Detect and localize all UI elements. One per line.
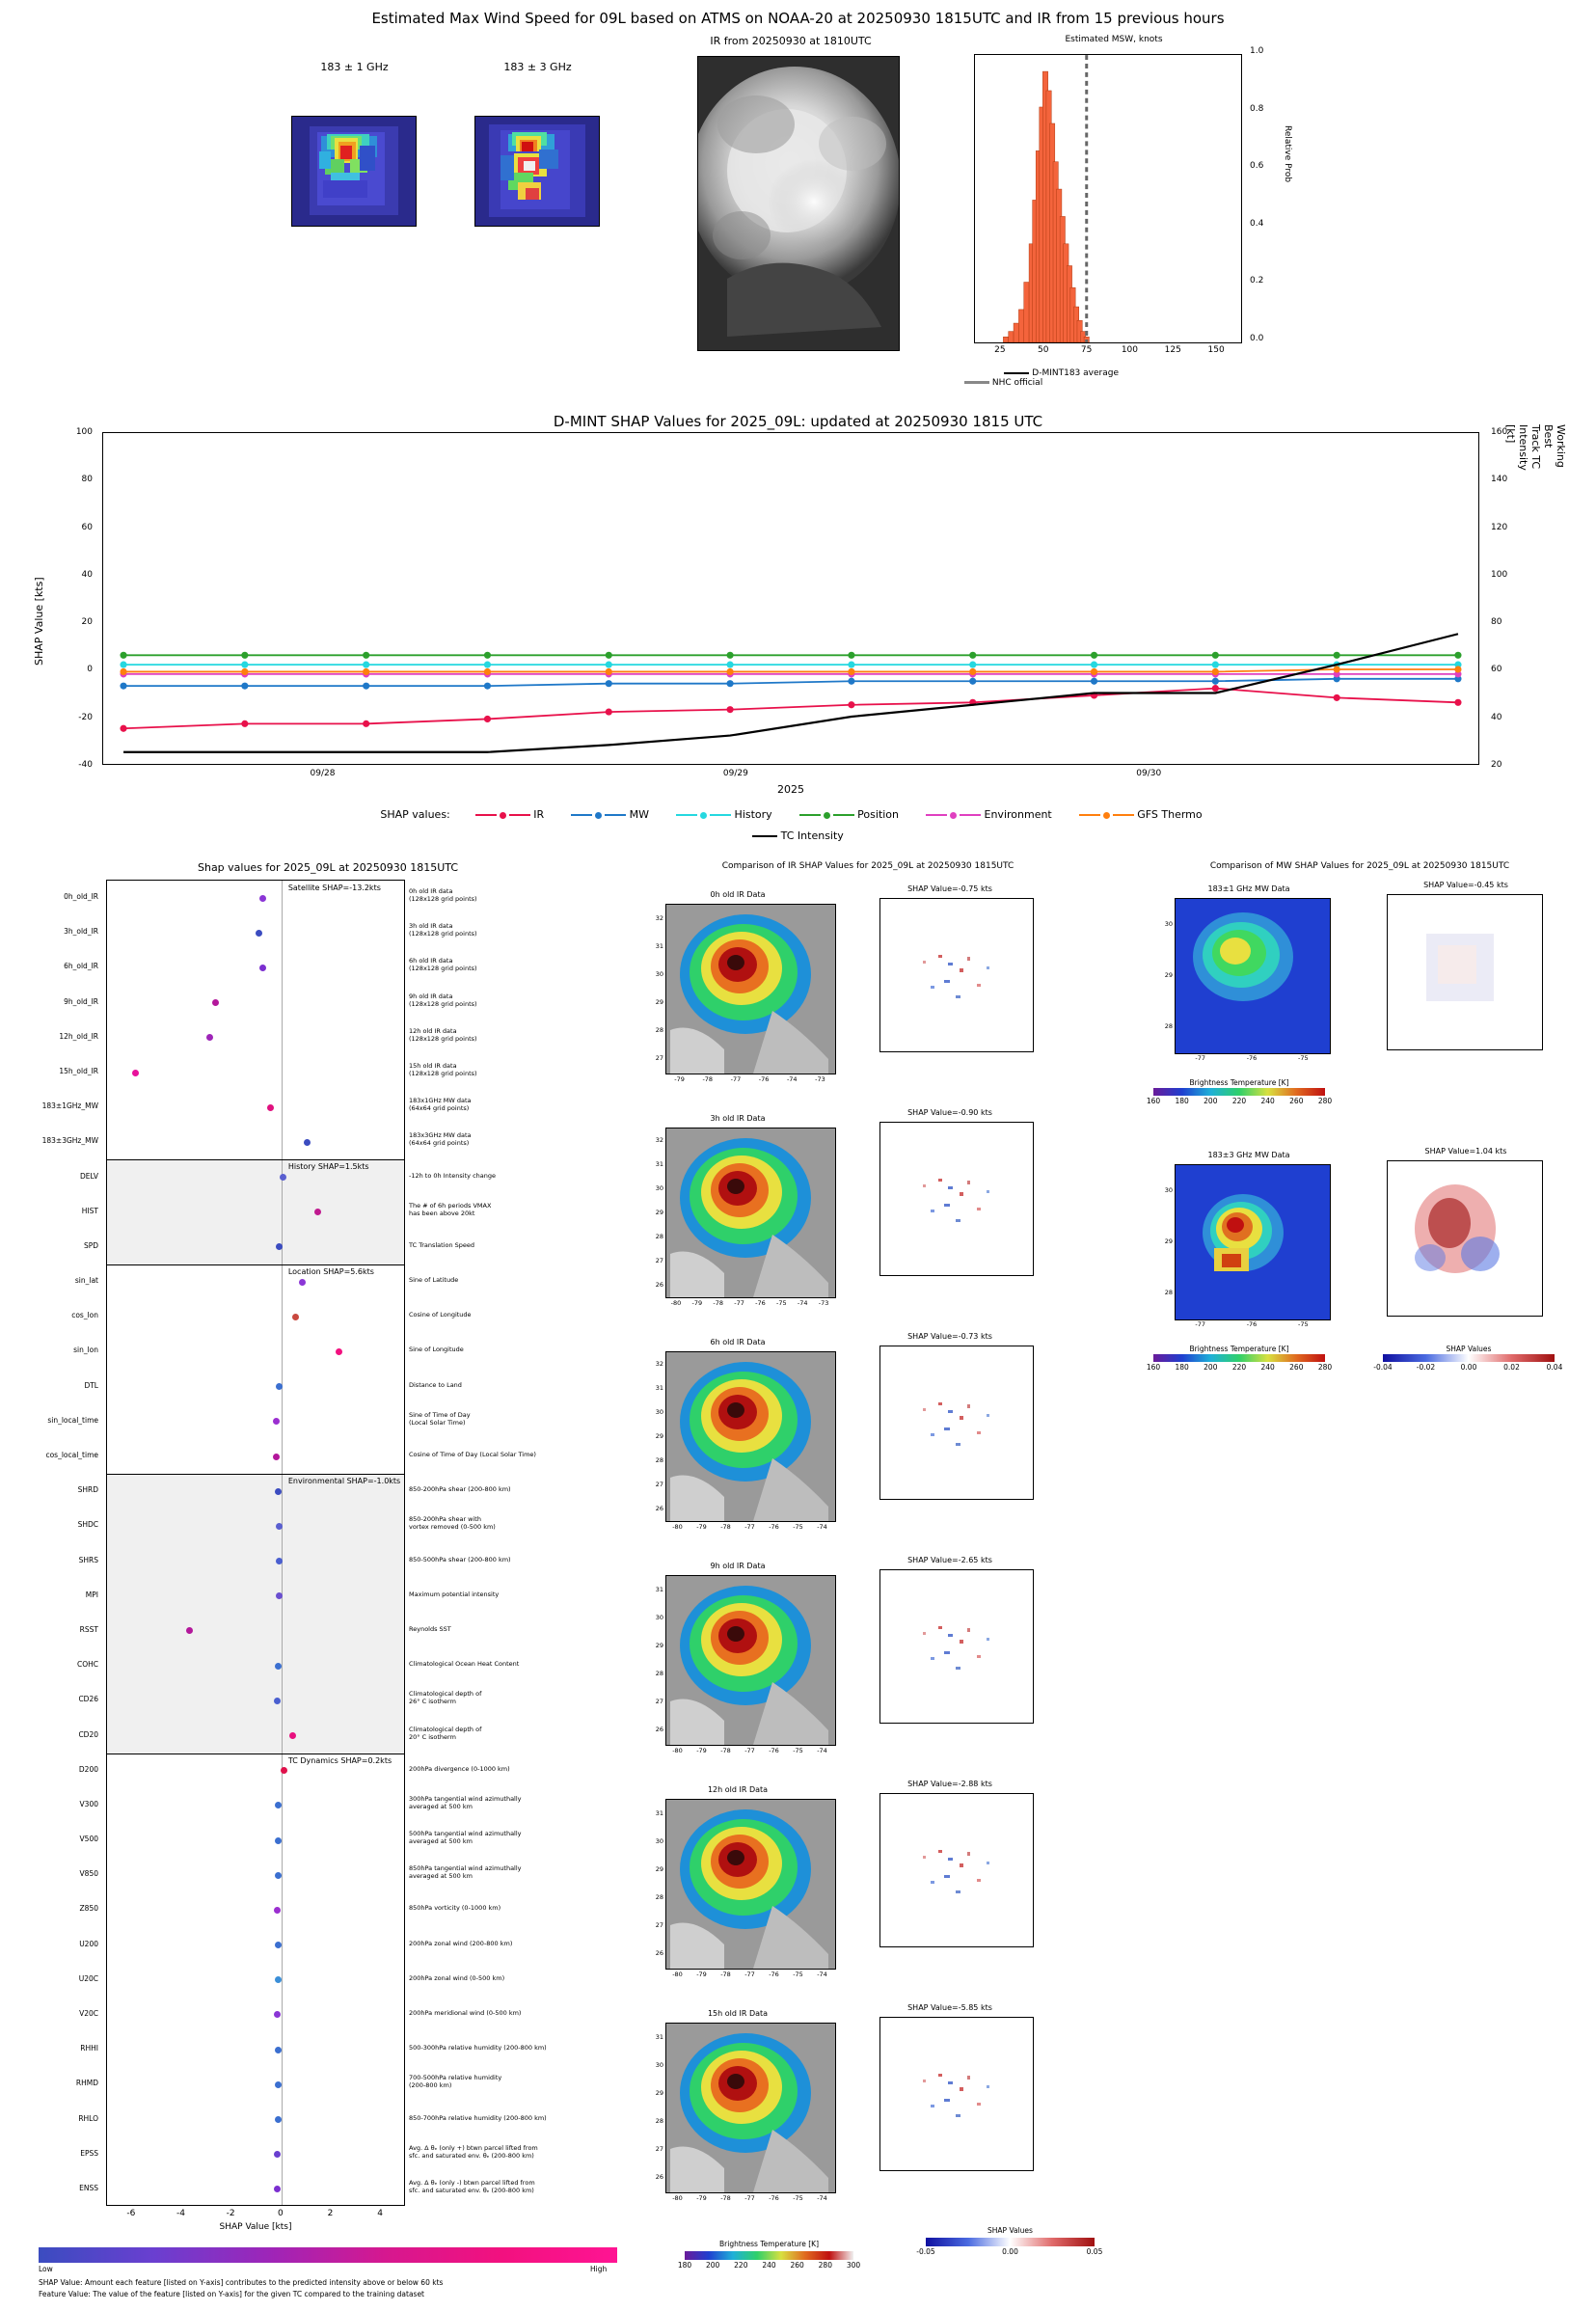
shap-feature-desc: -12h to 0h Intensity change bbox=[409, 1171, 496, 1180]
shap-feature-label: MPI bbox=[85, 1590, 98, 1599]
mw-colorbar-2-ticks: 160 180 200 220 240 260 280 bbox=[1146, 1363, 1333, 1372]
shap-feature-label: DTL bbox=[84, 1380, 98, 1390]
shap-feature-label: HIST bbox=[81, 1206, 98, 1215]
colorbar-high-label: High bbox=[590, 2265, 608, 2273]
ir-shap-panel bbox=[879, 1793, 1034, 1947]
ir-shap-panel bbox=[879, 1569, 1034, 1724]
mw-shap-section-title: Comparison of MW SHAP Values for 2025_09L at 20250930 1815UTC bbox=[1209, 861, 1510, 871]
shap-ts-legend-title: SHAP values: bbox=[380, 808, 450, 821]
ir-shap-title: SHAP Value=-0.73 kts bbox=[907, 1332, 992, 1341]
shap-feature-label: V500 bbox=[79, 1835, 98, 1844]
shap-feature-desc: 850-200hPa shear (200-800 km) bbox=[409, 1485, 511, 1494]
ir-shap-title: SHAP Value=-0.90 kts bbox=[907, 1108, 992, 1117]
ir-data-title: 3h old IR Data bbox=[710, 1114, 766, 1123]
shap-feature-label: V300 bbox=[79, 1799, 98, 1808]
shap-feature-desc: 500hPa tangential wind azimuthally averaged at 500 km bbox=[409, 1830, 522, 1846]
shap-feature-label: 183±1GHz_MW bbox=[41, 1101, 98, 1111]
mw-data-title: 183±1 GHz MW Data bbox=[1207, 884, 1290, 893]
mw-shap-colorbar-label: SHAP Values bbox=[1446, 1345, 1492, 1353]
shap-timeseries-title: D-MINT SHAP Values for 2025_09L: updated at 20250930 1815 UTC bbox=[553, 413, 1043, 430]
ir-shap-rows: 0h old IR Data SHAP Value=-0.75 kts -79 -78 -77 -76 -74 -73 27 28 29 30 31 32 3h old IR Data SHAP Value=-0.90 kts -80 -79 -78 -77 -76 -75 -74 -73 26 27 28 29 30 31 32 6h old IR Data SHAP Value=-0.73 kts -80 -79 -78 -77 -76 -75 -74 26 27 28 29 30 31 32 9h old IR Data SHAP Value=-2.65 kts -80 -79 -78 -77 -76 -75 -74 26 27 28 29 30 31 12h old IR Data SHAP Value=-2.88 kts -80 -79 -78 -77 -76 -75 -74 26 27 28 29 30 31 15h old IR Data SHAP Value=-5.85 kts -80 -79 -78 -77 -76 -75 -74 26 27 28 29 30 31 bbox=[617, 873, 1119, 2223]
shap-feature-label: SHRS bbox=[78, 1555, 98, 1564]
ir-brightness-colorbar bbox=[685, 2251, 853, 2260]
shap-feature-label: 183±3GHz_MW bbox=[41, 1136, 98, 1146]
mw-183-1-brightness-map bbox=[292, 117, 417, 227]
mw-panel-1-label: 183 ± 1 GHz bbox=[320, 61, 389, 73]
shap-feature-label: U20C bbox=[78, 1973, 98, 1983]
shap-ts-legend: SHAP values: IR MW History Position Environment GFS Thermo bbox=[380, 808, 1203, 821]
mw-brightness-colorbar-1 bbox=[1153, 1088, 1325, 1096]
shap-feature-label: COHC bbox=[76, 1660, 98, 1670]
shap-feature-label: RHHI bbox=[80, 2044, 98, 2053]
shap-feature-desc: TC Translation Speed bbox=[409, 1240, 475, 1249]
shap-feature-label: CD26 bbox=[78, 1695, 98, 1704]
mw-colorbar-1-ticks: 160 180 200 220 240 260 280 bbox=[1146, 1097, 1333, 1105]
shap-ts-legend-row2 bbox=[0, 829, 1596, 842]
shap-feature-desc: Sine of Longitude bbox=[409, 1346, 464, 1354]
ir-panel-title: IR from 20250930 at 1810UTC bbox=[710, 35, 872, 47]
mw-brightness-colorbar-2 bbox=[1153, 1354, 1325, 1362]
shap-group-label: Satellite SHAP=-13.2kts bbox=[287, 884, 381, 892]
shap-feature-desc: 9h old IR data (128x128 grid points) bbox=[409, 992, 477, 1008]
shap-ts-xlabel: 2025 bbox=[777, 783, 804, 796]
shap-feature-label: SPD bbox=[83, 1240, 98, 1250]
ir-shap-panel bbox=[879, 1346, 1034, 1500]
shap-feature-labels bbox=[0, 880, 104, 2206]
shap-feature-label: RHMD bbox=[75, 2079, 98, 2088]
mw-shap-colorbar-ticks: -0.04 -0.02 0.00 0.02 0.04 bbox=[1373, 1363, 1563, 1372]
ir-data-panel bbox=[665, 1128, 836, 1298]
ir-shap-panel bbox=[879, 1122, 1034, 1276]
shap-feature-label: sin_lon bbox=[73, 1346, 98, 1355]
shap-feature-label: 0h_old_IR bbox=[64, 892, 98, 902]
shap-feature-desc: The # of 6h periods VMAX has been above 20kt bbox=[409, 1201, 492, 1217]
histogram-xtick-labels: 25 50 75 100 125 150 bbox=[994, 345, 1225, 355]
shap-feature-label: SHDC bbox=[77, 1520, 98, 1530]
mw-shap-panel bbox=[1387, 1160, 1543, 1317]
shap-feature-desc: 300hPa tangential wind azimuthally averaged at 500 km bbox=[409, 1794, 522, 1810]
ir-shap-title: SHAP Value=-5.85 kts bbox=[907, 2003, 992, 2012]
shap-feature-desc: 200hPa divergence (0-1000 km) bbox=[409, 1764, 510, 1773]
mw-shap-title: SHAP Value=1.04 kts bbox=[1424, 1147, 1507, 1156]
shap-bar-title: Shap values for 2025_09L at 20250930 1815UTC bbox=[197, 861, 459, 874]
histogram-svg bbox=[975, 55, 1241, 342]
shap-feature-desc: Climatological Ocean Heat Content bbox=[409, 1660, 520, 1669]
ir-data-title: 12h old IR Data bbox=[707, 1785, 769, 1794]
ir-shap-colorbar-label: SHAP Values bbox=[987, 2226, 1033, 2235]
shap-feature-descriptions bbox=[409, 880, 582, 2206]
ir-shap-title: SHAP Value=-0.75 kts bbox=[907, 884, 992, 893]
shap-feature-desc: 850-500hPa shear (200-800 km) bbox=[409, 1555, 511, 1563]
shap-footnote-1: SHAP Value: Amount each feature [listed on Y-axis] contributes to the predicted intensity above or below 60 kts bbox=[39, 2278, 444, 2287]
shap-footnote-2: Feature Value: The value of the feature [listed on Y-axis] for the given TC compared to the training dataset bbox=[39, 2290, 425, 2298]
shap-feature-label: 12h_old_IR bbox=[59, 1031, 98, 1041]
ir-shap-title: SHAP Value=-2.88 kts bbox=[907, 1780, 992, 1788]
shap-feature-desc: 850-200hPa shear with vortex removed (0-500 km) bbox=[409, 1515, 496, 1532]
shap-feature-label: V850 bbox=[79, 1869, 98, 1879]
shap-ts-ylabel-left: SHAP Value [kts] bbox=[33, 577, 45, 666]
shap-feature-desc: Cosine of Longitude bbox=[409, 1311, 472, 1319]
shap-feature-label: V20C bbox=[79, 2008, 98, 2018]
shap-feature-label: cos_lon bbox=[71, 1311, 98, 1320]
ir-shap-title: SHAP Value=-2.65 kts bbox=[907, 1556, 992, 1564]
shap-feature-desc: 6h old IR data (128x128 grid points) bbox=[409, 957, 477, 973]
shap-feature-desc: 183x3GHz MW data (64x64 grid points) bbox=[409, 1131, 472, 1148]
ir-data-panel bbox=[665, 2023, 836, 2193]
shap-feature-desc: Sine of Latitude bbox=[409, 1276, 459, 1285]
shap-feature-desc: Reynolds SST bbox=[409, 1624, 451, 1633]
mw-data-panel bbox=[1175, 1164, 1331, 1320]
shap-timeseries-svg bbox=[103, 433, 1478, 764]
ir-data-panel bbox=[665, 1799, 836, 1970]
shap-feature-label: 15h_old_IR bbox=[59, 1067, 98, 1075]
shap-feature-label: 9h_old_IR bbox=[64, 996, 98, 1006]
shap-feature-desc: 200hPa zonal wind (200-800 km) bbox=[409, 1939, 513, 1947]
mw-shap-panel bbox=[1387, 894, 1543, 1050]
shap-group-label: History SHAP=1.5kts bbox=[287, 1162, 369, 1172]
shap-feature-label: 3h_old_IR bbox=[64, 927, 98, 937]
shap-feature-desc: 15h old IR data (128x128 grid points) bbox=[409, 1062, 477, 1077]
shap-group-label: TC Dynamics SHAP=0.2kts bbox=[287, 1755, 392, 1765]
ir-shap-colorbar-ticks: -0.05 0.00 0.05 bbox=[916, 2247, 1103, 2256]
ir-colorbar-ticks: 180 200 220 240 260 280 300 bbox=[677, 2261, 861, 2270]
shap-feature-label: CD20 bbox=[78, 1729, 98, 1739]
shap-feature-desc: 850-700hPa relative humidity (200-800 km) bbox=[409, 2113, 547, 2122]
shap-ts-right-ticks: 20 40 60 80 100 120 140 160 bbox=[1491, 427, 1508, 770]
ir-panel-image bbox=[697, 56, 900, 351]
ir-data-title: 6h old IR Data bbox=[710, 1338, 766, 1346]
shap-feature-label: 6h_old_IR bbox=[64, 962, 98, 971]
shap-feature-desc: 0h old IR data (128x128 grid points) bbox=[409, 887, 477, 904]
ir-shap-section-title: Comparison of IR SHAP Values for 2025_09L at 20250930 1815UTC bbox=[721, 861, 1014, 871]
colorbar-low-label: Low bbox=[39, 2265, 53, 2273]
mw-data-title: 183±3 GHz MW Data bbox=[1207, 1151, 1290, 1159]
legend-tc-intensity-label: TC Intensity bbox=[780, 829, 844, 842]
mw-183-3-brightness-map bbox=[475, 117, 600, 227]
shap-feature-desc: Avg. Δ θₑ (only +) btwn parcel lifted from sfc. and saturated env. θₑ (200-800 km) bbox=[409, 2143, 538, 2160]
shap-group-label: Environmental SHAP=-1.0kts bbox=[287, 1477, 401, 1486]
shap-feature-label: Z850 bbox=[79, 1904, 98, 1914]
shap-feature-label: sin_local_time bbox=[47, 1415, 98, 1425]
shap-feature-label: RHLO bbox=[78, 2113, 98, 2123]
mw-shap-rows: 183±1 GHz MW Data SHAP Value=-0.45 kts -77 -76 -75 28 29 30 183±3 GHz MW Data SHAP Value=1.04 kts -77 -76 -75 28 29 30 bbox=[1128, 873, 1596, 1374]
shap-feature-value-colorbar bbox=[39, 2247, 617, 2263]
shap-feature-label: EPSS bbox=[80, 2148, 98, 2158]
mw-shap-colorbar bbox=[1383, 1354, 1555, 1362]
ir-data-title: 15h old IR Data bbox=[707, 2009, 769, 2018]
mw-data-panel bbox=[1175, 898, 1331, 1054]
ir-shap-colorbar bbox=[926, 2238, 1095, 2246]
histogram-ylabel: Relative Prob bbox=[1283, 125, 1292, 183]
shap-feature-label: U200 bbox=[79, 1939, 98, 1948]
shap-ts-x-ticks: 09/28 09/29 09/30 bbox=[310, 769, 1162, 778]
page-title: Estimated Max Wind Speed for 09L based on ATMS on NOAA-20 at 20250930 1815UTC and IR from 15 previous hours bbox=[371, 10, 1225, 27]
shap-feature-label: DELV bbox=[80, 1171, 98, 1181]
mw-colorbar-label-2: Brightness Temperature [K] bbox=[1189, 1345, 1289, 1353]
ir-data-panel bbox=[665, 1351, 836, 1522]
ir-grayscale-image bbox=[698, 57, 900, 351]
histogram-legend bbox=[945, 368, 1350, 388]
shap-feature-label: D200 bbox=[78, 1764, 98, 1774]
shap-ts-left-ticks: -40 -20 0 20 40 60 80 100 bbox=[75, 427, 93, 770]
shap-ts-ylabel-right: Working Best Track TC Intensity [kt] bbox=[1504, 424, 1567, 471]
shap-feature-desc: Climatological depth of 26° C isotherm bbox=[409, 1690, 482, 1706]
shap-feature-desc: 200hPa meridional wind (0-500 km) bbox=[409, 2008, 522, 2017]
ir-data-title: 9h old IR Data bbox=[710, 1562, 766, 1570]
shap-feature-desc: 3h old IR data (128x128 grid points) bbox=[409, 922, 477, 938]
shap-feature-desc: 200hPa zonal wind (0-500 km) bbox=[409, 1973, 505, 1982]
legend-nhc-label: NHC official bbox=[991, 378, 1043, 388]
shap-feature-label: RSST bbox=[79, 1624, 98, 1634]
histogram-plot bbox=[974, 54, 1242, 343]
shap-feature-label: ENSS bbox=[79, 2183, 98, 2192]
shap-feature-desc: 500-300hPa relative humidity (200-800 km) bbox=[409, 2044, 547, 2053]
shap-feature-desc: 850hPa vorticity (0-1000 km) bbox=[409, 1904, 501, 1913]
shap-feature-label: SHRD bbox=[77, 1485, 98, 1495]
ir-colorbar-label: Brightness Temperature [K] bbox=[719, 2240, 819, 2248]
mw-colorbar-label-1: Brightness Temperature [K] bbox=[1189, 1078, 1289, 1087]
shap-feature-desc: 183x1GHz MW data (64x64 grid points) bbox=[409, 1097, 472, 1113]
ir-data-panel bbox=[665, 904, 836, 1074]
shap-timeseries-plot bbox=[102, 432, 1479, 765]
mw-panel-2-label: 183 ± 3 GHz bbox=[503, 61, 572, 73]
shap-group-labels bbox=[106, 880, 405, 2206]
shap-group-label: Location SHAP=5.6kts bbox=[287, 1267, 374, 1277]
shap-feature-desc: Distance to Land bbox=[409, 1380, 462, 1389]
shap-feature-desc: Maximum potential intensity bbox=[409, 1590, 500, 1598]
histogram-ytick-labels: 0.0 0.2 0.4 0.6 0.8 1.0 bbox=[1250, 46, 1264, 343]
shap-feature-desc: Avg. Δ θₑ (only -) btwn parcel lifted from sfc. and saturated env. θₑ (200-800 km) bbox=[409, 2178, 535, 2194]
ir-shap-panel bbox=[879, 898, 1034, 1052]
shap-feature-desc: 12h old IR data (128x128 grid points) bbox=[409, 1026, 477, 1043]
ir-shap-panel bbox=[879, 2017, 1034, 2171]
shap-bar-x-ticks: -6 -4 -2 0 2 4 bbox=[126, 2209, 384, 2218]
shap-feature-desc: 850hPa tangential wind azimuthally averaged at 500 km bbox=[409, 1864, 522, 1881]
ir-data-panel bbox=[665, 1575, 836, 1746]
shap-feature-desc: 700-500hPa relative humidity (200-800 km) bbox=[409, 2074, 502, 2090]
mw-shap-title: SHAP Value=-0.45 kts bbox=[1423, 881, 1508, 889]
shap-feature-label: cos_local_time bbox=[45, 1451, 98, 1460]
mw-panel-1-image bbox=[291, 116, 417, 227]
shap-feature-label: sin_lat bbox=[74, 1276, 98, 1286]
shap-feature-desc: Sine of Time of Day (Local Solar Time) bbox=[409, 1410, 471, 1427]
ir-data-title: 0h old IR Data bbox=[710, 890, 766, 899]
shap-bar-xlabel: SHAP Value [kts] bbox=[219, 2222, 292, 2232]
histogram-title: Estimated MSW, knots bbox=[1065, 35, 1163, 44]
shap-feature-desc: Climatological depth of 20° C isotherm bbox=[409, 1725, 482, 1741]
mw-panel-2-image bbox=[474, 116, 600, 227]
shap-feature-desc: Cosine of Time of Day (Local Solar Time) bbox=[409, 1451, 536, 1459]
legend-dmint-label: D-MINT183 average bbox=[1032, 368, 1119, 378]
